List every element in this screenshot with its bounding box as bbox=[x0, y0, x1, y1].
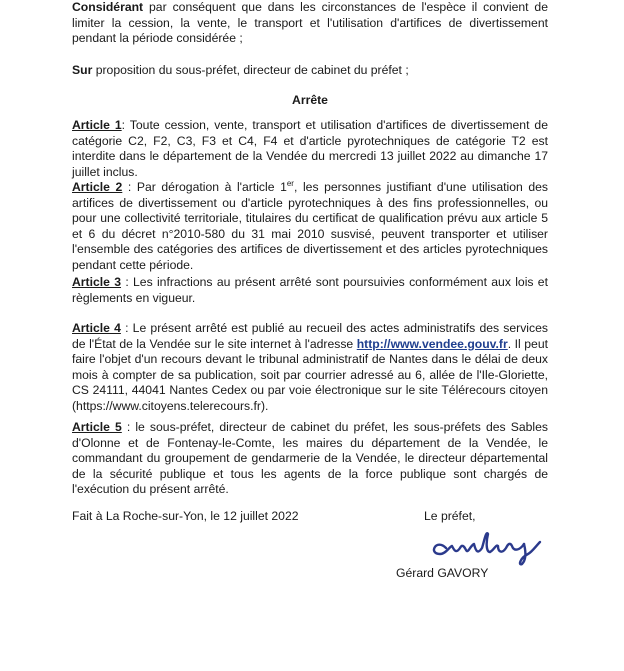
proposition-text: proposition du sous-préfet, directeur de cabinet du préfet ; bbox=[92, 63, 409, 77]
article-2-superscript: er bbox=[286, 178, 294, 188]
prefect-title: Le préfet, bbox=[424, 509, 476, 523]
considerant-text: par conséquent que dans les circonstances de l'espèce il convient de limiter la cession, la vente, le transport et l'utilisation d'artifices de divertissement pendant la période considérée ; bbox=[72, 0, 548, 46]
signer-name: Gérard GAVORY bbox=[396, 566, 489, 580]
article-1-text: : Toute cession, vente, transport et utilisation d'artifices de divertissement de catégorie C2, F2, C3, F3 et C4, F4 et d'article pyrotechniques de catégorie T2 est interdite dans le département de la Vendée du mercredi 13 juillet 2022 au dimanche 17 juillet inclus. bbox=[72, 118, 548, 179]
handwritten-signature bbox=[424, 524, 564, 568]
article-2-text-before: : Par dérogation à l'article 1 bbox=[122, 180, 287, 194]
article-4-text-after: . Il peut faire l'objet d'un recours devant le tribunal administratif de Nantes dans le délai de deux mois à compter de sa publication, soit par courrier adressé au 6, allée de l'Ile-Gloriette, CS 24111, 44041 Nantes Cedex ou par voie électronique sur le site Télérecours citoyen (https://www.citoyens.telerecours.fr). bbox=[72, 336, 549, 413]
signing-place-date: Fait à La Roche-sur-Yon, le 12 juillet 2022 bbox=[72, 509, 299, 523]
article-5 bbox=[72, 420, 548, 498]
article-2 bbox=[72, 180, 548, 274]
article-3-text: : Les infractions au présent arrêté sont poursuivies conformément aux lois et règlements en vigueur. bbox=[72, 275, 548, 305]
article-5-text: : le sous-préfet, directeur de cabinet du préfet, les sous-préfets des Sables d'Olonne et de Fontenay-le-Comte, les maires du département de la Vendée, le commandant du groupement de gendarmerie de la Vendée, le directeur départemental de la sécurité publique et tous les agents de la force publique sont chargés de l'exécution du présent arrêté. bbox=[72, 420, 548, 497]
article-4-label: Article 4 bbox=[72, 321, 121, 335]
article-4-text-before: : Le présent arrêté est publié au recueil des actes administratifs des services de l'État de la Vendée sur le site internet à l'adresse bbox=[72, 321, 548, 351]
article-1 bbox=[72, 118, 548, 180]
article-2-text-after: , les personnes justifiant d'une utilisation des artifices de divertissement ou d'article pyrotechniques à des fins professionnelles, ou pour une collectivité territoriale, titulaires du certificat de qualification prévu aux article 5 et 6 du décret n°2010-580 du 31 mai 2010 susvisé, peuvent transporter et utiliser l'ensemble des catégories des artifices de divertissement et des articles pyrotechniques pendant cette période. bbox=[72, 180, 548, 272]
article-3 bbox=[72, 275, 548, 306]
vendee-gouv-link[interactable]: http://www.vendee.gouv.fr bbox=[356, 336, 508, 351]
article-1-label: Article 1 bbox=[72, 118, 122, 132]
article-4 bbox=[72, 321, 548, 415]
proposition-paragraph bbox=[72, 63, 409, 79]
considerant-lead: Considérant bbox=[72, 0, 144, 14]
article-2-label: Article 2 bbox=[72, 180, 123, 194]
proposition-lead: Sur bbox=[72, 63, 93, 77]
article-3-label: Article 3 bbox=[72, 275, 122, 289]
decree-title: Arrête bbox=[292, 93, 328, 107]
considerant-paragraph bbox=[72, 0, 548, 47]
article-5-label: Article 5 bbox=[72, 420, 122, 434]
